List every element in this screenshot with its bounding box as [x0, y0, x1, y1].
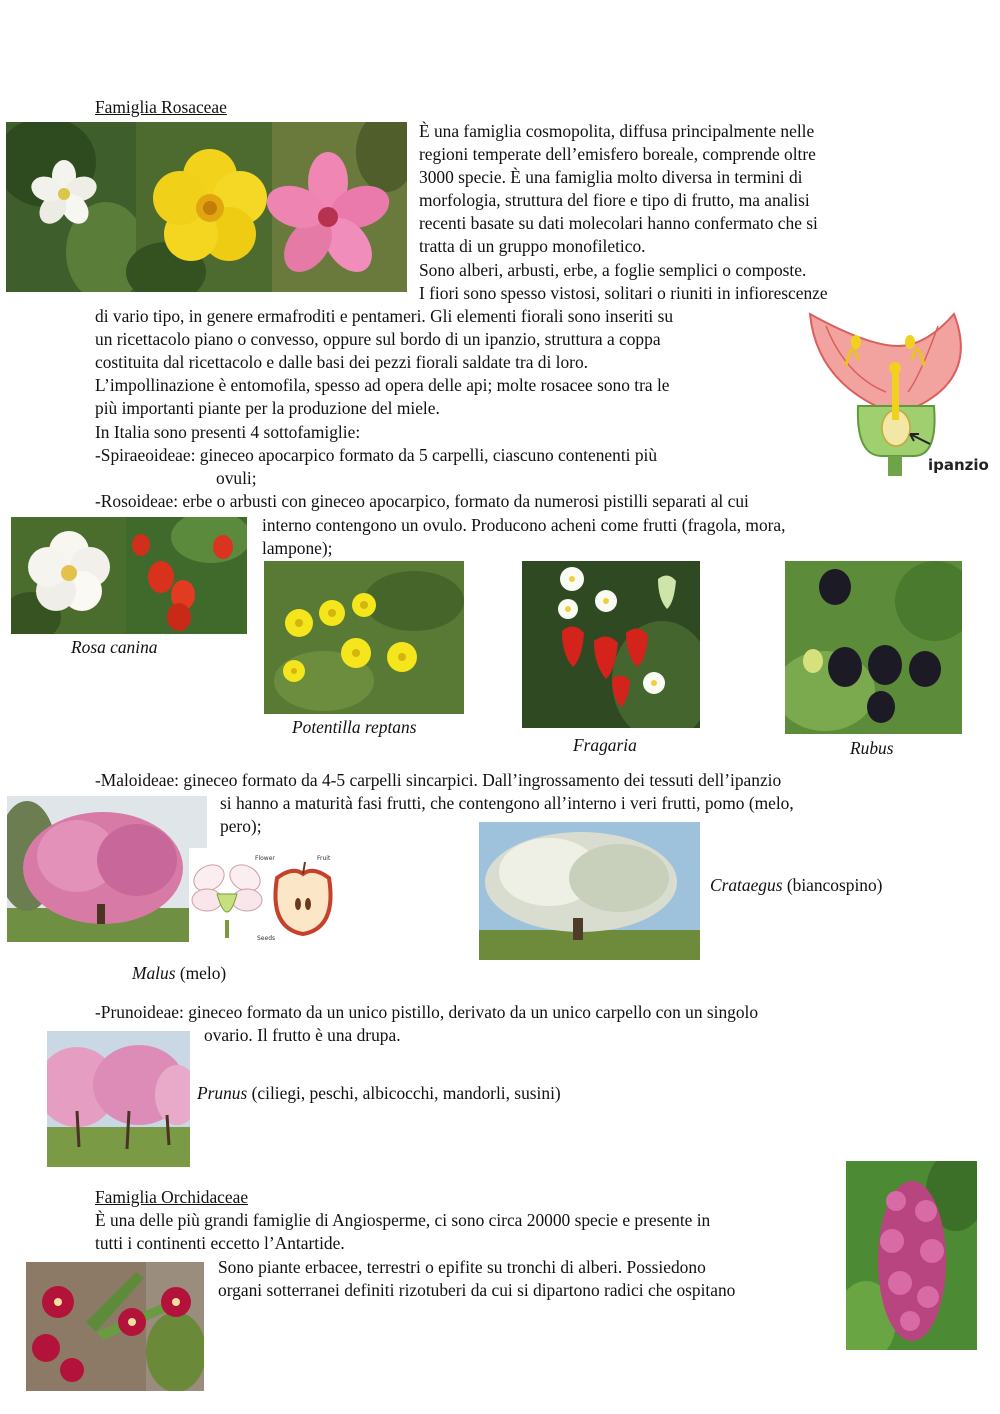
- rubus-photo: [785, 561, 962, 734]
- apple-diagram-fruit-label: Fruit: [317, 855, 331, 862]
- rosaceae-text-line: costituita dal ricettacolo e dalle basi dei pezzi fiorali saldate tra di loro.: [95, 352, 589, 372]
- malus-caption: Malus (melo): [132, 963, 227, 983]
- rosaceae-text-line: ovuli;: [216, 468, 257, 488]
- orchid-epiphyte-photo: [26, 1262, 204, 1391]
- prunus-caption: Prunus (ciliegi, peschi, albicocchi, mandorli, susini): [197, 1083, 561, 1103]
- prunoideae-text-line: -Prunoideae: gineceo formato da un unico pistillo, derivato da un unico carpello con un singolo: [95, 1002, 759, 1022]
- rosaceae-text-line: di vario tipo, in genere ermafroditi e pentameri. Gli elementi fiorali sono inseriti su: [95, 306, 674, 326]
- hypanthium-diagram: [806, 306, 990, 478]
- hypanthium-label: ipanzio: [928, 456, 989, 474]
- rosaceae-text-line: 3000 specie. È una famiglia molto diversa in termini di: [419, 167, 803, 187]
- crataegus-photo: [479, 822, 700, 960]
- prunus-photo: [47, 1031, 190, 1167]
- rosaceae-text-line: È una famiglia cosmopolita, diffusa principalmente nelle: [419, 121, 815, 141]
- rubus-caption: Rubus: [850, 738, 894, 758]
- rosaceae-text-line: Sono alberi, arbusti, erbe, a foglie semplici o composte.: [419, 260, 807, 280]
- orchidaceae-heading: Famiglia Orchidaceae: [95, 1187, 249, 1207]
- rosaceae-text-line: più importanti piante per la produzione del miele.: [95, 398, 440, 418]
- crataegus-caption: Crataegus (biancospino): [710, 875, 883, 895]
- orchidaceae-text-line: organi sotterranei definiti rizotuberi da cui si dipartono radici che ospitano: [218, 1280, 736, 1300]
- maloideae-text-line: si hanno a maturità fasi frutti, che contengono all’interno i veri frutti, pomo (melo,: [220, 793, 794, 813]
- rosaceae-text-line: lampone);: [262, 538, 333, 558]
- rosa-canina-photo: [11, 517, 247, 634]
- orchidaceae-text-line: tutti i continenti eccetto l’Antartide.: [95, 1233, 345, 1253]
- orchidaceae-text-line: È una delle più grandi famiglie di Angiosperme, ci sono circa 20000 specie e presente in: [95, 1210, 711, 1230]
- fragaria-photo: [522, 561, 700, 728]
- orchidaceae-text-line: Sono piante erbacee, terrestri o epifite su tronchi di alberi. Possiedono: [218, 1257, 706, 1277]
- rosaceae-text-line: regioni temperate dell’emisfero boreale, comprende oltre: [419, 144, 816, 164]
- rosaceae-text-line: -Spiraeoideae: gineceo apocarpico formato da 5 carpelli, ciascuno contenenti più: [95, 445, 658, 465]
- rosaceae-text-line: morfologia, struttura del fiore e tipo di frutto, ma analisi: [419, 190, 810, 210]
- rosaceae-text-line: In Italia sono presenti 4 sottofamiglie:: [95, 422, 361, 442]
- fragaria-caption: Fragaria: [573, 735, 637, 755]
- rosaceae-text-line: -Rosoideae: erbe o arbusti con gineceo apocarpico, formato da numerosi pistilli separati al cui: [95, 491, 749, 511]
- rosaceae-text-line: un ricettacolo piano o convesso, oppure sul bordo di un ipanzio, struttura a coppa: [95, 329, 661, 349]
- rosaceae-text-line: tratta di un gruppo monofiletico.: [419, 236, 646, 256]
- potentilla-photo: [264, 561, 464, 714]
- maloideae-text-line: -Maloideae: gineceo formato da 4-5 carpelli sincarpici. Dall’ingrossamento dei tessuti dell’ipanzio: [95, 770, 782, 790]
- prunoideae-text-line: ovario. Il frutto è una drupa.: [204, 1025, 401, 1045]
- apple-diagram-seeds-label: Seeds: [257, 935, 276, 942]
- rosaceae-heading: Famiglia Rosaceae: [95, 97, 227, 117]
- rosaceae-text-line: L’impollinazione è entomofila, spesso ad opera delle api; molte rosacee sono tra le: [95, 375, 670, 395]
- rosaceae-flowers-photo: [6, 122, 407, 292]
- potentilla-caption: Potentilla reptans: [292, 717, 417, 737]
- rosaceae-text-line: I fiori sono spesso vistosi, solitari o riuniti in infiorescenze: [419, 283, 828, 303]
- orchid-spike-photo: [846, 1161, 977, 1350]
- apple-diagram: [189, 848, 342, 944]
- maloideae-text-line: pero);: [220, 816, 262, 836]
- malus-tree-photo: [7, 796, 207, 942]
- rosaceae-text-line: recenti basate su dati molecolari hanno confermato che si: [419, 213, 818, 233]
- rosa-canina-caption: Rosa canina: [71, 637, 158, 657]
- apple-diagram-flower-label: Flower: [255, 855, 275, 862]
- rosaceae-text-line: interno contengono un ovulo. Producono acheni come frutti (fragola, mora,: [262, 515, 786, 535]
